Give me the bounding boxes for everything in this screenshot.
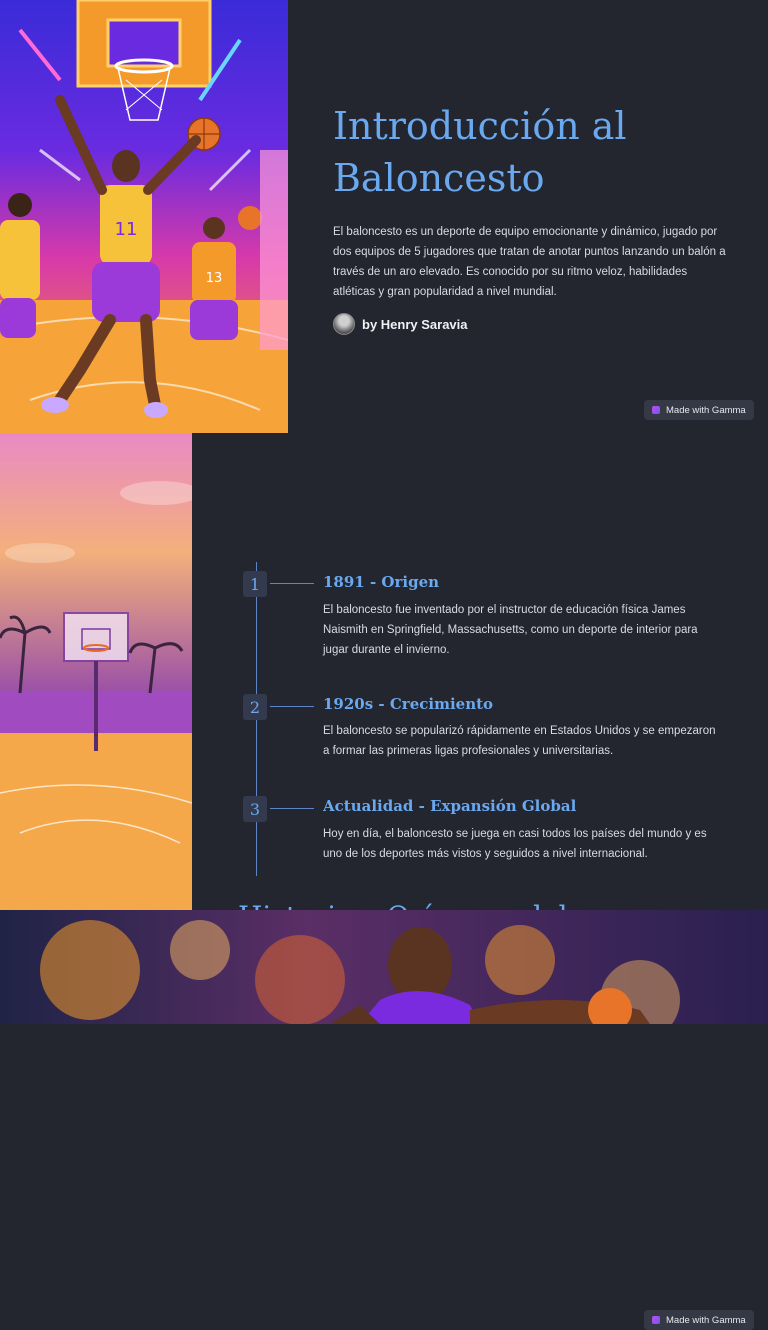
timeline-heading: 1891 - Origen — [323, 573, 440, 591]
made-with-gamma-badge[interactable] — [644, 1310, 754, 1330]
timeline-heading: Actualidad - Expansión Global — [323, 797, 577, 815]
timeline-step-number: 3 — [243, 796, 267, 822]
player-illustration — [0, 910, 768, 1024]
illustration-art — [0, 0, 288, 433]
timeline-connector — [270, 706, 314, 707]
badge-label: Made with Gamma — [666, 1314, 746, 1326]
slide-intro — [0, 0, 768, 433]
slide-player-image — [0, 910, 768, 1024]
basketball-players-illustration — [0, 0, 288, 433]
timeline-connector — [270, 808, 314, 809]
basketball-court-sunset-illustration — [0, 433, 192, 910]
timeline-heading: 1920s - Crecimiento — [323, 695, 494, 713]
svg-text:11: 11 — [114, 219, 138, 240]
avatar — [333, 313, 355, 335]
svg-text:13: 13 — [205, 271, 223, 286]
badge-label: Made with Gamma — [666, 404, 746, 416]
gamma-logo-icon — [652, 1316, 660, 1324]
made-with-gamma-badge[interactable] — [644, 400, 754, 420]
gamma-logo-icon — [652, 406, 660, 414]
court-art — [0, 433, 192, 910]
timeline-text: El baloncesto fue inventado por el instructor de educación física James Naismith en Springfield, Massachusetts, como un deporte de interior para jugar durante el invierno. — [323, 604, 698, 656]
author-name: by Henry Saravia — [362, 316, 468, 332]
timeline-text: Hoy en día, el baloncesto se juega en casi todos los países del mundo y es uno de los deportes más vistos y seguidos a nivel internacional. — [323, 828, 707, 860]
timeline-connector — [270, 583, 314, 584]
intro-paragraph: El baloncesto es un deporte de equipo emocionante y dinámico, jugado por dos equipos de 5 jugadores que tratan de anotar puntos lanzando un balón a través de un aro elevado. Es conocido por su ritmo veloz, habilidades atléticas y gran popularidad a nivel mundial. — [333, 226, 726, 298]
timeline-step-number: 1 — [243, 571, 267, 597]
timeline-text: El baloncesto se popularizó rápidamente en Estados Unidos y se empezaron a formar las primeras ligas profesionales y universitarias. — [323, 725, 716, 757]
timeline-step-number: 2 — [243, 694, 267, 720]
author-byline[interactable] — [333, 313, 468, 335]
page-title: Introducción al Baloncesto — [333, 104, 627, 200]
